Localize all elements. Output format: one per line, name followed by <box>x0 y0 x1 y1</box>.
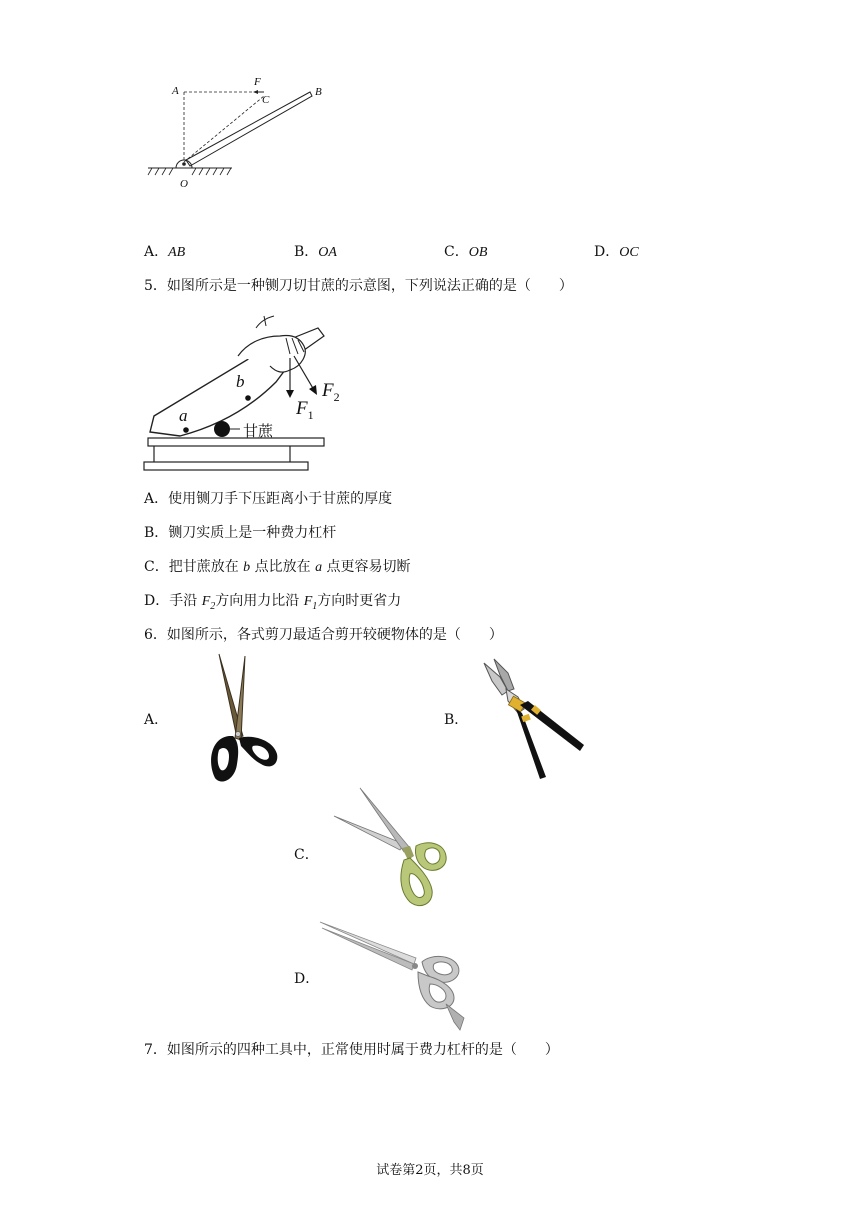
q5-label-b: b <box>236 372 245 391</box>
q5-option-b: B．铡刀实质上是一种费力杠杆 <box>144 525 337 541</box>
q4-lever-figure <box>140 74 340 194</box>
q6-stem: 6．如图所示，各式剪刀最适合剪开较硬物体的是（ ） <box>144 627 503 643</box>
q5-label-sugarcane: 甘蔗 <box>243 422 274 440</box>
q5-label-f2: $F_2$ <box>322 380 340 404</box>
q4-option-c: C．OB <box>444 244 488 260</box>
q4-option-a: A．AB <box>144 244 186 260</box>
q4-label-c: C <box>262 94 270 106</box>
q4-label-o: O <box>180 178 188 190</box>
q4-label-b: B <box>315 86 322 98</box>
q6-option-c-scissors-image <box>330 786 454 916</box>
q6-option-b-tin-snips-image <box>478 657 588 781</box>
q5-stem: 5．如图所示是一种铡刀切甘蔗的示意图，下列说法正确的是（ ） <box>144 278 573 294</box>
q5-guillotine-figure <box>140 308 350 474</box>
q4-option-d: D．OC <box>594 244 639 260</box>
q6-option-a-label: A． <box>144 712 169 728</box>
page-footer: 试卷第2页，共8页 <box>376 1163 484 1178</box>
q5-label-a: a <box>179 406 188 425</box>
q6-option-a-scissors-image <box>205 652 285 786</box>
q6-option-d-label: D． <box>294 971 320 987</box>
q6-option-c-label: C． <box>294 847 319 863</box>
q5-label-f1: $F_1$ <box>296 398 314 422</box>
q6-option-b-label: B． <box>444 712 469 728</box>
q4-option-b: B．OA <box>294 244 337 260</box>
q4-label-a: A <box>172 85 179 97</box>
q6-option-d-haircut-scissors-image <box>318 918 470 1036</box>
q5-option-d: D．手沿 $F_2$方向用力比沿 $F_1$方向时更省力 <box>144 593 402 612</box>
q5-option-c: C．把甘蔗放在 b 点比放在 a 点更容易切断 <box>144 559 411 575</box>
q4-label-f: F <box>254 76 261 88</box>
q7-stem: 7．如图所示的四种工具中，正常使用时属于费力杠杆的是（ ） <box>144 1042 559 1058</box>
q5-option-a: A．使用铡刀手下压距离小于甘蔗的厚度 <box>144 491 393 507</box>
